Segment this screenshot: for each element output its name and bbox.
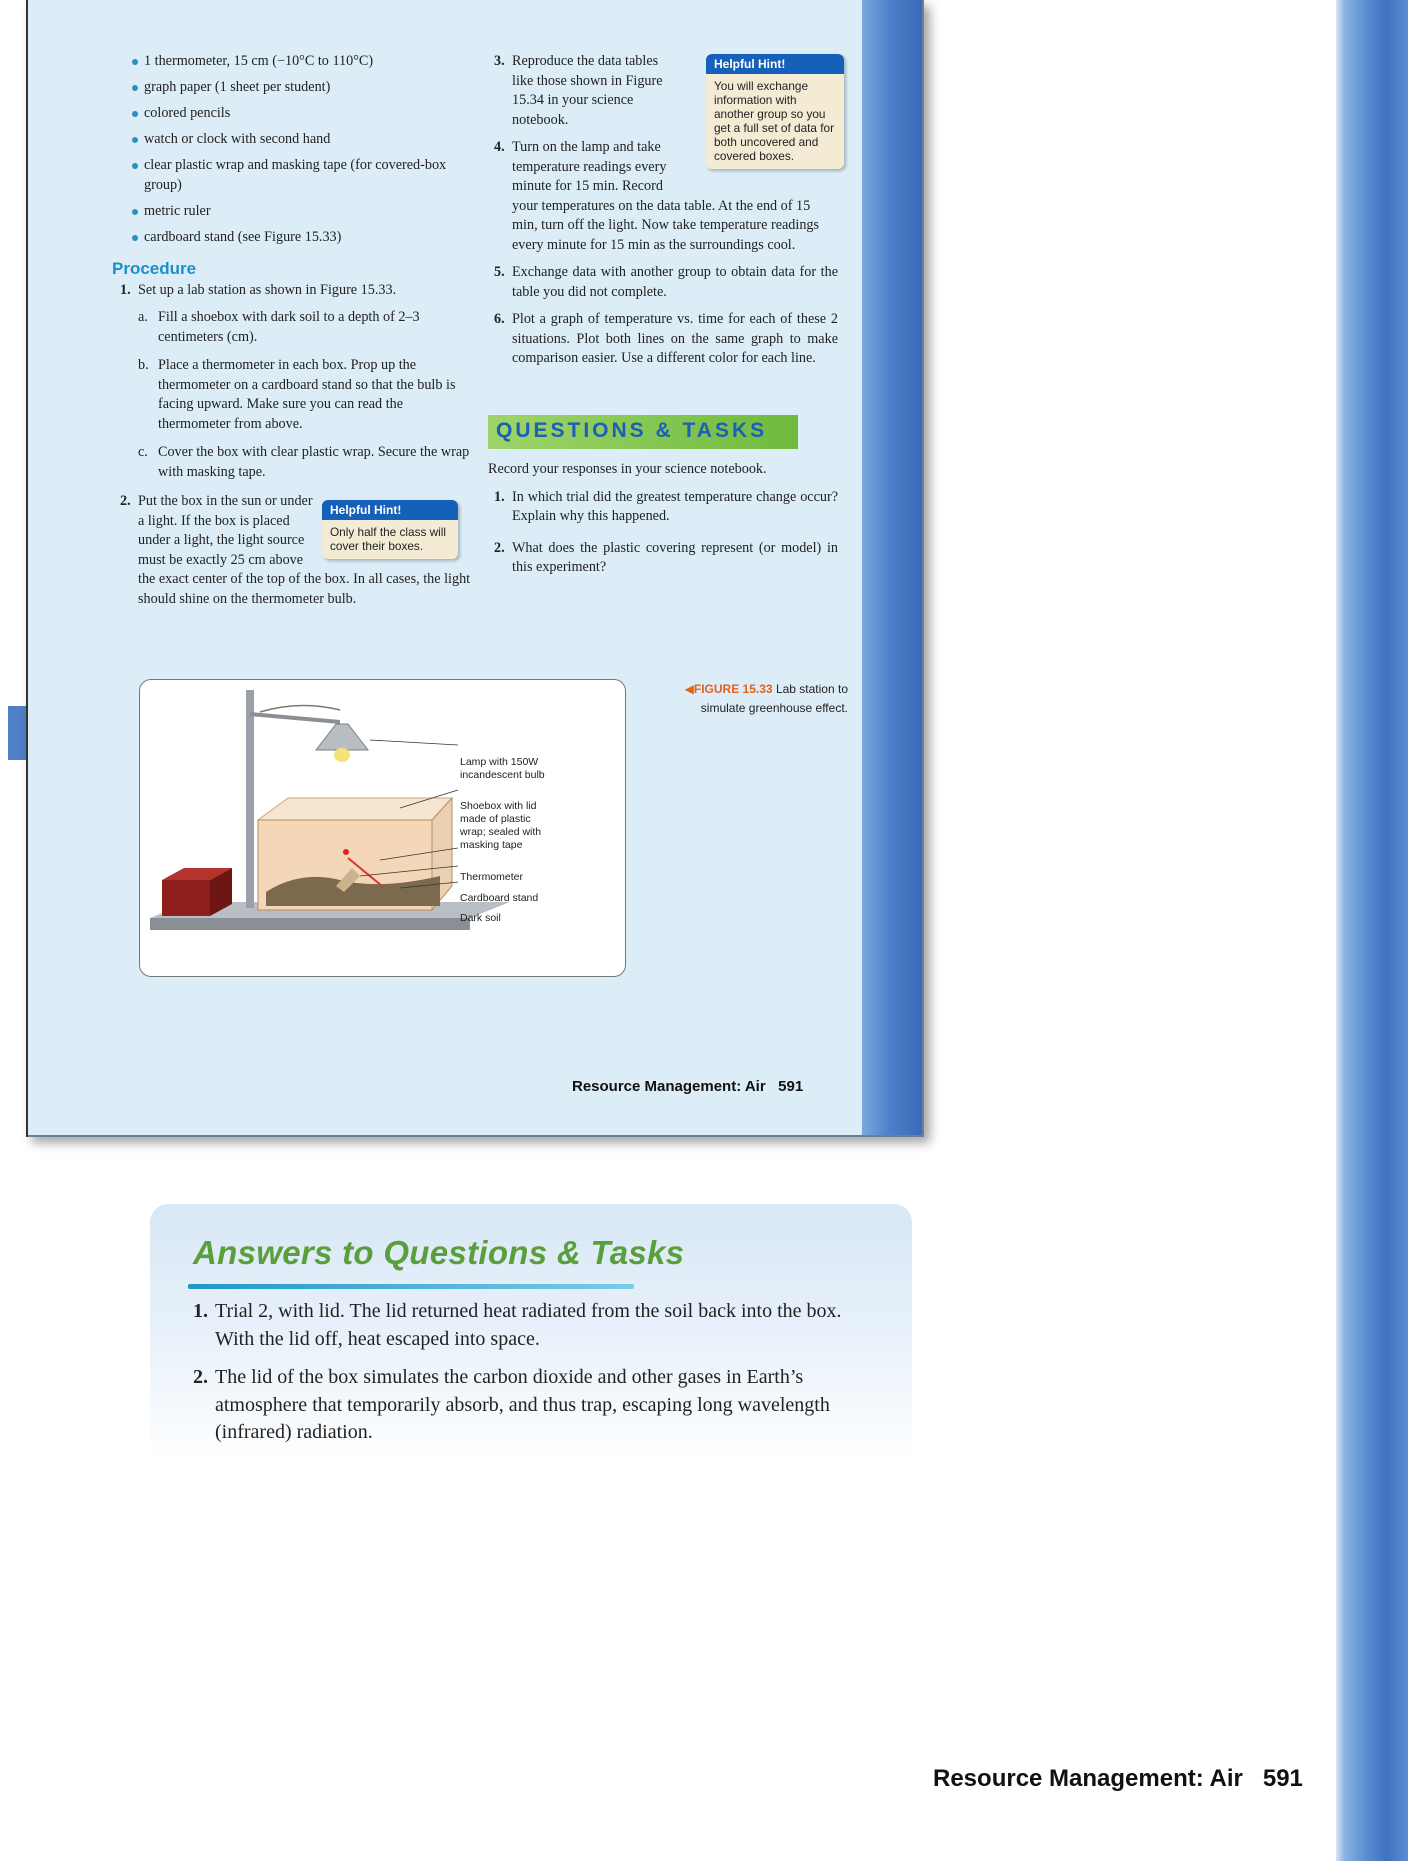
material-item: colored pencils xyxy=(112,104,472,124)
stand-pole xyxy=(246,690,254,908)
helpful-hint-1 xyxy=(322,500,458,559)
step-number: c. xyxy=(138,444,148,460)
leader-line-lamp xyxy=(370,740,458,745)
step-text: Cover the box with clear plastic wrap. Secure the wrap with masking tape. xyxy=(158,444,470,480)
hint-text: You will exchange information with another group so you get a full set of data for both uncovered and covered boxes. xyxy=(714,79,835,163)
answer-1 xyxy=(193,1298,883,1353)
step-text: Fill a shoebox with dark soil to a depth of 2–3 centimeters (cm). xyxy=(158,309,420,345)
helpful-hint-2 xyxy=(706,54,844,169)
hint-title: Helpful Hint! xyxy=(706,54,844,74)
material-item: cardboard stand (see Figure 15.33) xyxy=(112,228,472,248)
label-shoebox: Shoebox with lid made of plastic wrap; sealed with masking tape xyxy=(460,800,542,851)
step-text: Plot a graph of temperature vs. time for each of these 2 situations. Plot both lines on the same graph to make comparison easier. Use a different color for each line. xyxy=(512,311,838,366)
step-text: Place a thermometer in each box. Prop up the thermometer on a cardboard stand so that the bulb is facing upward. Make sure you can read the thermometer from above. xyxy=(158,357,456,432)
lamp-cord xyxy=(260,705,340,712)
answers-panel xyxy=(150,1204,912,1464)
step-text: Exchange data with another group to obtain data for the table you did not complete. xyxy=(512,264,838,300)
step-number: 6. xyxy=(494,311,505,327)
hint-title: Helpful Hint! xyxy=(322,500,458,520)
material-item: clear plastic wrap and masking tape (for covered-box group) xyxy=(112,156,472,195)
step-number: 3. xyxy=(494,53,505,69)
step-text: Turn on the lamp and take temperature readings every minute for 15 min. Record your temperatures on the data table. At the end of 15 min, turn off the light. Now take temperature readings every minute for 15 min as the surroundings cool. xyxy=(512,139,820,253)
hint-text: Only half the class will cover their boxes. xyxy=(330,525,447,553)
step-number: b. xyxy=(138,357,149,373)
figure-caption xyxy=(638,680,848,718)
page-decorative-band xyxy=(862,0,922,1135)
question-number: 1. xyxy=(494,488,505,505)
step-number: 4. xyxy=(494,139,505,155)
right-decorative-band xyxy=(1336,0,1408,1861)
procedure-step-5 xyxy=(488,263,838,302)
material-item: 1 thermometer, 15 cm (−10°C to 110°C) xyxy=(112,52,472,72)
lamp-shade xyxy=(316,724,368,750)
answer-text: Trial 2, with lid. The lid returned heat radiated from the soil back into the box. With the lid off, heat escaped into space. xyxy=(215,1300,842,1350)
step-number: 2. xyxy=(120,493,131,509)
question-text: What does the plastic covering represent (or model) in this experiment? xyxy=(512,539,838,575)
lamp-arm xyxy=(250,714,340,722)
procedure-step-1a xyxy=(112,308,472,347)
label-lamp: Lamp with 150W incandescent bulb xyxy=(460,756,545,781)
procedure-step-1b xyxy=(112,356,472,434)
lab-station-illustration xyxy=(140,680,627,978)
step-text: Reproduce the data tables like those shown in Figure 15.34 in your science notebook. xyxy=(512,53,663,128)
thermometer-bulb xyxy=(343,849,349,855)
student-page-thumbnail xyxy=(26,0,924,1137)
question-number: 2. xyxy=(494,539,505,556)
material-item: graph paper (1 sheet per student) xyxy=(112,78,472,98)
materials-list xyxy=(112,52,472,247)
answer-number: 2. xyxy=(193,1366,208,1388)
step-text: Set up a lab station as shown in Figure 15.33. xyxy=(138,281,397,298)
material-item: watch or clock with second hand xyxy=(112,130,472,150)
procedure-step-6 xyxy=(488,310,838,369)
label-cardboard-stand: Cardboard stand xyxy=(460,892,539,904)
question-1 xyxy=(488,488,838,527)
step-number: a. xyxy=(138,309,148,325)
figure-caption-text: Lab station to simulate greenhouse effect. xyxy=(700,682,848,715)
figure-arrow-icon: ◀ xyxy=(684,682,694,696)
answer-2 xyxy=(193,1364,883,1447)
label-dark-soil: Dark soil xyxy=(460,912,501,924)
lamp-bulb xyxy=(334,748,350,762)
material-item: metric ruler xyxy=(112,202,472,222)
questions-intro: Record your responses in your science notebook. xyxy=(488,461,767,477)
step-number: 5. xyxy=(494,264,505,280)
label-thermometer: Thermometer xyxy=(460,871,524,883)
questions-tasks-banner: QUESTIONS & TASKS xyxy=(488,415,798,449)
left-page-tab xyxy=(8,706,26,760)
brick xyxy=(162,880,210,916)
step-text: Put the box in the sun or under a light. If the box is placed under a light, the light source must be exactly 25 cm above the exact center of the top of the box. In all cases, the light should shine on the thermometer bulb. xyxy=(138,493,471,607)
step-number: 1. xyxy=(120,281,131,298)
stand-base xyxy=(150,918,470,930)
answers-title-rule xyxy=(188,1284,634,1289)
procedure-heading: Procedure xyxy=(112,259,197,278)
figure-label: FIGURE 15.33 xyxy=(693,682,773,696)
procedure-step-1 xyxy=(112,281,472,301)
page-footer: Resource Management: Air 591 xyxy=(933,1765,1303,1792)
question-2 xyxy=(488,539,838,578)
page-footer-small: Resource Management: Air 591 xyxy=(572,1078,804,1095)
page-left-rule xyxy=(26,0,28,1137)
question-text: In which trial did the greatest temperature change occur? Explain why this happened. xyxy=(512,488,838,524)
questions-section xyxy=(488,460,838,586)
answers-title: Answers to Questions & Tasks xyxy=(193,1234,685,1271)
lab-station-figure xyxy=(139,679,626,977)
answer-number: 1. xyxy=(193,1300,208,1322)
answer-text: The lid of the box simulates the carbon dioxide and other gases in Earth’s atmosphere that temporarily absorb, and thus trap, escaping long wavelength (infrared) radiation. xyxy=(215,1366,830,1443)
procedure-step-1c xyxy=(112,443,472,482)
